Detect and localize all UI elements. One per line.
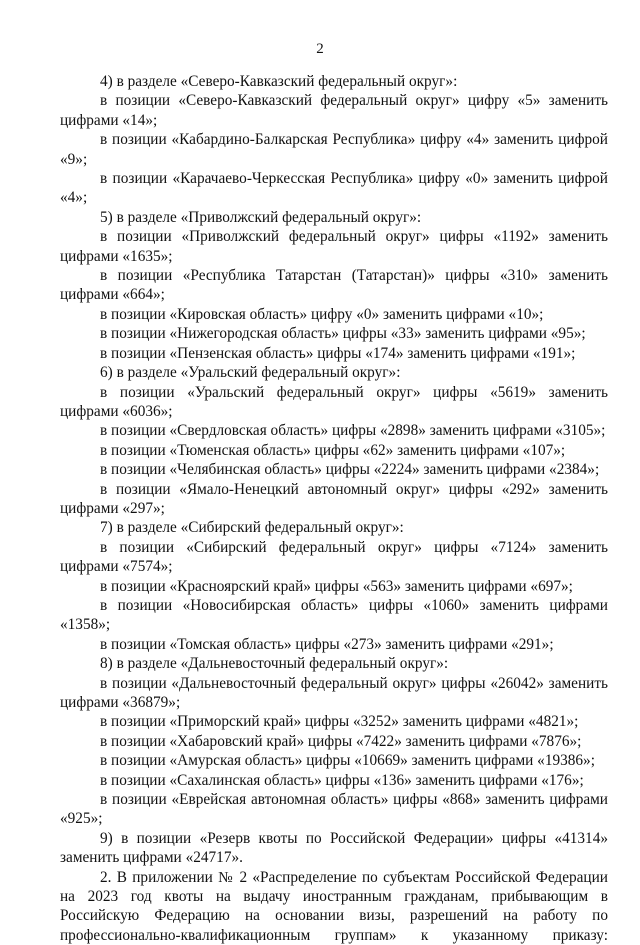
paragraph: в позиции «Еврейская автономная область» цифры «868» заменить цифрами «925»; <box>60 791 608 828</box>
paragraph: 6) в разделе «Уральский федеральный округ»: <box>100 364 401 382</box>
paragraph: в позиции «Уральский федеральный округ» цифры «5619» заменить цифрами «6036»; <box>60 383 608 420</box>
paragraph: в позиции «Нижегородская область» цифры «33» заменить цифрами «95»; <box>100 325 586 343</box>
paragraph: в позиции «Тюменская область» цифры «62» заменить цифрами «107»; <box>100 441 566 459</box>
paragraph: в позиции «Томская область» цифры «273» заменить цифрами «291»; <box>100 635 554 653</box>
paragraph: 2. В приложении № 2 «Распределение по субъектам Российской Федерации на 2023 год квоты на выдачу иностранным гражданам, прибывающим в Российскую Федерацию на основании визы, разрешений на работу по профессионально-квалификационным группам» к указанному приказу: <box>60 868 608 944</box>
paragraph: в позиции «Карачаево-Черкесская Республика» цифру «0» заменить цифрой «4»; <box>60 170 608 207</box>
paragraph: в позиции «Пензенская область» цифры «174» заменить цифрами «191»; <box>100 344 576 362</box>
paragraph: в позиции «Дальневосточный федеральный округ» цифры «26042» заменить цифрами «36879»; <box>60 674 608 711</box>
paragraph: в позиции «Хабаровский край» цифры «7422» заменить цифрами «7876»; <box>100 732 582 750</box>
paragraph: в позиции «Свердловская область» цифры «2898» заменить цифрами «3105»; <box>100 422 606 440</box>
paragraph: в позиции «Республика Татарстан (Татарстан)» цифры «310» заменить цифрами «664»; <box>60 267 608 304</box>
document-body <box>60 72 608 945</box>
paragraph: в позиции «Кировская область» цифру «0» заменить цифрами «10»; <box>100 305 544 323</box>
paragraph: 4) в разделе «Северо-Кавказский федеральный округ»: <box>100 73 458 90</box>
paragraph: 7) в разделе «Сибирский федеральный округ»: <box>100 519 404 537</box>
paragraph: 9) в позиции «Резерв квоты по Российской Федерации» цифры «41314» заменить цифрами «24717». <box>60 829 608 867</box>
page-number: 2 <box>316 41 324 57</box>
paragraph: в позиции «Северо-Кавказский федеральный округ» цифру «5» заменить цифрами «14»; <box>60 92 608 129</box>
paragraph: в позиции «Красноярский край» цифры «563» заменить цифрами «697»; <box>100 577 573 595</box>
paragraph: в позиции «Челябинская область» цифры «2224» заменить цифрами «2384»; <box>100 461 600 479</box>
paragraph: в позиции «Новосибирская область» цифры «1060» заменить цифрами «1358»; <box>60 596 608 634</box>
paragraph: в позиции «Амурская область» цифры «10669» заменить цифрами «19386»; <box>100 752 595 770</box>
paragraph: в позиции «Приморский край» цифры «3252» заменить цифрами «4821»; <box>100 713 579 731</box>
paragraph: в позиции «Ямало-Ненецкий автономный округ» цифры «292» заменить цифрами «297»; <box>60 480 608 517</box>
paragraph: в позиции «Кабардино-Балкарская Республика» цифру «4» заменить цифрой «9»; <box>60 131 608 168</box>
paragraph: в позиции «Сибирский федеральный округ» цифры «7124» заменить цифрами «7574»; <box>60 538 608 576</box>
paragraph: в позиции «Приволжский федеральный округ» цифры «1192» заменить цифрами «1635»; <box>60 228 608 265</box>
paragraph: в позиции «Сахалинская область» цифры «136» заменить цифрами «176»; <box>100 771 584 789</box>
paragraph: 5) в разделе «Приволжский федеральный округ»: <box>100 208 422 226</box>
paragraph: 8) в разделе «Дальневосточный федеральный округ»: <box>100 655 449 673</box>
